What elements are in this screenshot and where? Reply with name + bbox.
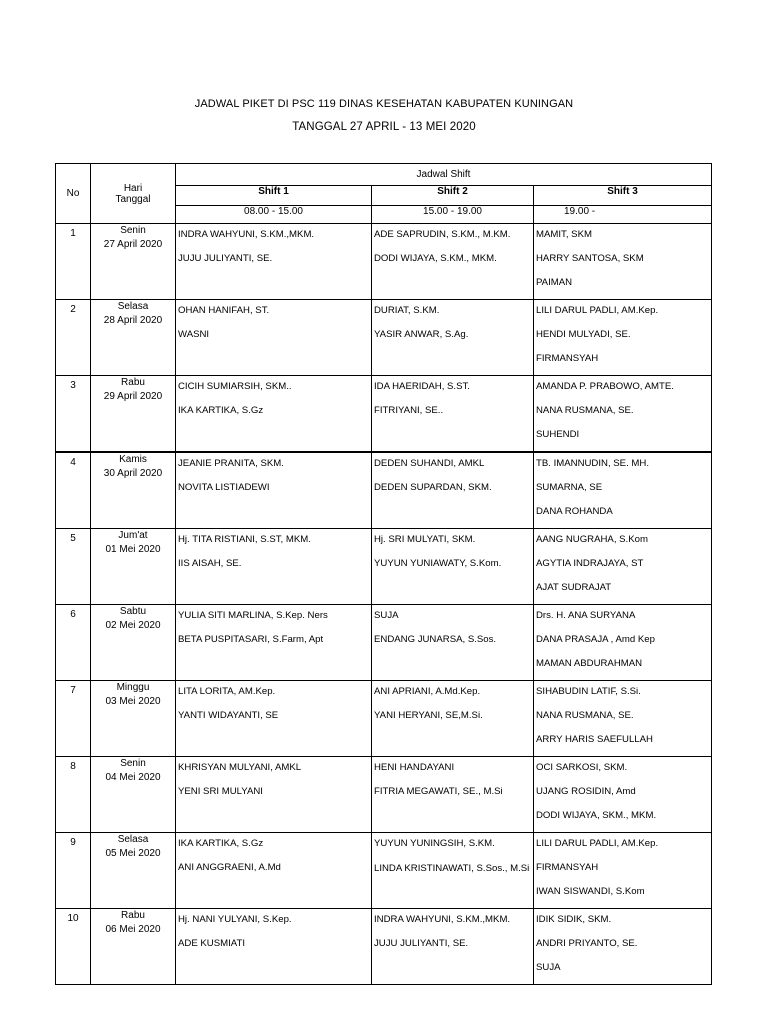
row-date: 30 April 2020 xyxy=(103,468,163,479)
schedule-table xyxy=(55,163,712,985)
staff-name: FIRMANSYAH xyxy=(536,353,599,364)
staff-name: OHAN HANIFAH, ST. xyxy=(178,305,270,316)
staff-name: Hj. NANI YULYANI, S.Kep. xyxy=(178,914,292,925)
row-day: Senin xyxy=(120,225,146,236)
shift-2-cell xyxy=(372,376,534,453)
staff-name: YUYUN YUNINGSIH, S.KM. xyxy=(374,838,495,849)
row-number: 8 xyxy=(56,757,91,833)
header-hari: Hari xyxy=(123,182,143,194)
shift-2-cell xyxy=(372,833,534,909)
table-row xyxy=(56,529,712,605)
row-day-date xyxy=(91,376,176,453)
shift-3-cell xyxy=(534,376,712,453)
staff-name: IKA KARTIKA, S.Gz xyxy=(178,838,264,849)
staff-name: AGYTIA INDRAJAYA, ST xyxy=(536,558,644,569)
row-day: Selasa xyxy=(117,834,149,845)
row-date: 03 Mei 2020 xyxy=(105,696,161,707)
shift-1-cell xyxy=(176,224,372,300)
shift-1-cell xyxy=(176,833,372,909)
row-number: 7 xyxy=(56,681,91,757)
staff-name: Drs. H. ANA SURYANA xyxy=(536,610,636,621)
row-date: 04 Mei 2020 xyxy=(105,772,161,783)
staff-name: AANG NUGRAHA, S.Kom xyxy=(536,534,648,545)
staff-name: SUJA xyxy=(536,962,561,973)
staff-name: NANA RUSMANA, SE. xyxy=(536,710,634,721)
shift-3-cell xyxy=(534,681,712,757)
staff-name: IIS AISAH, SE. xyxy=(178,558,242,569)
staff-name: MAMAN ABDURAHMAN xyxy=(536,658,643,669)
staff-name: ENDANG JUNARSA, S.Sos. xyxy=(374,634,497,645)
shift-3-cell xyxy=(534,833,712,909)
row-date: 01 Mei 2020 xyxy=(105,544,161,555)
staff-name: ADE KUSMIATI xyxy=(178,938,245,949)
shift-2-cell xyxy=(372,605,534,681)
table-row xyxy=(56,452,712,529)
staff-name: FITRIA MEGAWATI, SE., M.Si xyxy=(374,786,503,797)
staff-name: TB. IMANNUDIN, SE. MH. xyxy=(536,458,649,469)
staff-name: Hj. SRI MULYATI, SKM. xyxy=(374,534,476,545)
staff-name: IWAN SISWANDI, S.Kom xyxy=(536,886,645,897)
shift-3-cell xyxy=(534,757,712,833)
row-day: Kamis xyxy=(119,454,147,465)
staff-name: HENDI MULYADI, SE. xyxy=(536,329,631,340)
row-day-date xyxy=(91,757,176,833)
staff-name: KHRISYAN MULYANI, AMKL xyxy=(178,762,302,773)
shift-1-cell xyxy=(176,909,372,985)
row-date: 28 April 2020 xyxy=(103,315,163,326)
header-shift-1: Shift 1 xyxy=(176,186,372,206)
row-number: 4 xyxy=(56,452,91,529)
staff-name: LITA LORITA, AM.Kep. xyxy=(178,686,276,697)
row-day: Senin xyxy=(120,758,146,769)
table-row xyxy=(56,909,712,985)
row-number: 1 xyxy=(56,224,91,300)
staff-name: ANI APRIANI, A.Md.Kep. xyxy=(374,686,481,697)
shift-3-cell xyxy=(534,224,712,300)
staff-name: YASIR ANWAR, S.Ag. xyxy=(374,329,469,340)
row-day-date xyxy=(91,224,176,300)
staff-name: LILI DARUL PADLI, AM.Kep. xyxy=(536,838,659,849)
staff-name: IDA HAERIDAH, S.ST. xyxy=(374,381,470,392)
row-day: Minggu xyxy=(116,682,150,693)
row-day: Selasa xyxy=(117,301,149,312)
staff-name: MAMIT, SKM xyxy=(536,229,592,240)
shift-3-cell xyxy=(534,529,712,605)
row-day-date xyxy=(91,681,176,757)
staff-name: BETA PUSPITASARI, S.Farm, Apt xyxy=(178,634,324,645)
shift-3-time: 19.00 - xyxy=(534,206,712,224)
staff-name: AMANDA P. PRABOWO, AMTE. xyxy=(536,381,674,392)
staff-name: UJANG ROSIDIN, Amd xyxy=(536,786,636,797)
staff-name: HENI HANDAYANI xyxy=(374,762,455,773)
shift-1-cell xyxy=(176,376,372,453)
staff-name: DEDEN SUHANDI, AMKL xyxy=(374,458,485,469)
staff-name: INDRA WAHYUNI, S.KM.,MKM. xyxy=(178,229,315,240)
row-day-date xyxy=(91,300,176,376)
shift-1-time: 08.00 - 15.00 xyxy=(176,206,372,224)
shift-2-cell xyxy=(372,681,534,757)
table-row xyxy=(56,757,712,833)
staff-name: FIRMANSYAH xyxy=(536,862,599,873)
staff-name: YULIA SITI MARLINA, S.Kep. Ners xyxy=(178,610,328,621)
document-title: JADWAL PIKET DI PSC 119 DINAS KESEHATAN KABUPATEN KUNINGAN xyxy=(194,98,574,110)
row-date: 05 Mei 2020 xyxy=(105,848,161,859)
table-row xyxy=(56,605,712,681)
row-day-date xyxy=(91,833,176,909)
staff-name: NOVITA LISTIADEWI xyxy=(178,482,270,493)
staff-name: IKA KARTIKA, S.Gz xyxy=(178,405,264,416)
row-day-date xyxy=(91,909,176,985)
staff-name: JEANIE PRANITA, SKM. xyxy=(178,458,284,469)
staff-name: ARRY HARIS SAEFULLAH xyxy=(536,734,653,745)
staff-name: YANI HERYANI, SE,M.Si. xyxy=(374,710,483,721)
shift-1-cell xyxy=(176,681,372,757)
row-day: Rabu xyxy=(121,910,145,921)
table-row xyxy=(56,681,712,757)
shift-2-cell xyxy=(372,452,534,529)
table-row xyxy=(56,224,712,300)
staff-name: FITRIYANI, SE.. xyxy=(374,405,444,416)
staff-name: DEDEN SUPARDAN, SKM. xyxy=(374,482,492,493)
staff-name: JUJU JULIYANTI, SE. xyxy=(178,253,273,264)
row-date: 27 April 2020 xyxy=(103,239,163,250)
staff-name: YUYUN YUNIAWATY, S.Kom. xyxy=(374,558,502,569)
staff-name: HARRY SANTOSA, SKM xyxy=(536,253,644,264)
document-subtitle: TANGGAL 27 APRIL - 13 MEI 2020 xyxy=(292,121,476,133)
staff-name: IDIK SIDIK, SKM. xyxy=(536,914,612,925)
staff-name: JUJU JULIYANTI, SE. xyxy=(374,938,469,949)
staff-name: DODI WIJAYA, S.KM., MKM. xyxy=(374,253,497,264)
row-date: 29 April 2020 xyxy=(103,391,163,402)
staff-name: LINDA KRISTINAWATI, S.Sos., M.Si xyxy=(374,863,530,874)
staff-name: INDRA WAHYUNI, S.KM.,MKM. xyxy=(374,914,511,925)
shift-2-cell xyxy=(372,224,534,300)
staff-name: SIHABUDIN LATIF, S.Si. xyxy=(536,686,641,697)
shift-3-cell xyxy=(534,300,712,376)
staff-name: ADE SAPRUDIN, S.KM., M.KM. xyxy=(374,229,511,240)
shift-3-cell xyxy=(534,452,712,529)
row-number: 3 xyxy=(56,376,91,453)
row-day: Rabu xyxy=(121,377,145,388)
row-date: 06 Mei 2020 xyxy=(105,924,161,935)
row-number: 5 xyxy=(56,529,91,605)
staff-name: OCI SARKOSI, SKM. xyxy=(536,762,628,773)
shift-2-cell xyxy=(372,300,534,376)
header-shift-2: Shift 2 xyxy=(372,186,534,206)
shift-1-cell xyxy=(176,757,372,833)
header-hari-tanggal xyxy=(91,164,176,224)
shift-1-cell xyxy=(176,605,372,681)
staff-name: ANDRI PRIYANTO, SE. xyxy=(536,938,638,949)
staff-name: YENI SRI MULYANI xyxy=(178,786,263,797)
row-number: 6 xyxy=(56,605,91,681)
shift-2-cell xyxy=(372,529,534,605)
row-date: 02 Mei 2020 xyxy=(105,620,161,631)
row-day-date xyxy=(91,529,176,605)
row-number: 9 xyxy=(56,833,91,909)
table-row xyxy=(56,833,712,909)
header-jadwal-shift: Jadwal Shift xyxy=(176,164,712,186)
staff-name: DANA ROHANDA xyxy=(536,506,613,517)
staff-name: SUMARNA, SE xyxy=(536,482,603,493)
staff-name: DANA PRASAJA , Amd Kep xyxy=(536,634,655,645)
shift-1-cell xyxy=(176,529,372,605)
row-day-date xyxy=(91,605,176,681)
staff-name: PAIMAN xyxy=(536,277,573,288)
staff-name: Hj. TITA RISTIANI, S.ST, MKM. xyxy=(178,534,311,545)
staff-name: SUJA xyxy=(374,610,399,621)
staff-name: YANTI WIDAYANTI, SE xyxy=(178,710,279,721)
shift-2-cell xyxy=(372,909,534,985)
staff-name: WASNI xyxy=(178,329,210,340)
header-no: No xyxy=(56,164,91,224)
table-row xyxy=(56,376,712,453)
shift-2-time: 15.00 - 19.00 xyxy=(372,206,534,224)
staff-name: CICIH SUMIARSIH, SKM.. xyxy=(178,381,292,392)
staff-name: ANI ANGGRAENI, A.Md xyxy=(178,862,281,873)
row-day: Jum'at xyxy=(118,530,148,541)
table-row xyxy=(56,300,712,376)
row-number: 2 xyxy=(56,300,91,376)
row-day-date xyxy=(91,452,176,529)
header-tanggal: Tanggal xyxy=(115,193,151,205)
header-shift-3: Shift 3 xyxy=(534,186,712,206)
shift-1-cell xyxy=(176,300,372,376)
staff-name: DURIAT, S.KM. xyxy=(374,305,440,316)
shift-3-cell xyxy=(534,909,712,985)
shift-2-cell xyxy=(372,757,534,833)
staff-name: SUHENDI xyxy=(536,429,580,440)
staff-name: LILI DARUL PADLI, AM.Kep. xyxy=(536,305,659,316)
shift-1-cell xyxy=(176,452,372,529)
row-number: 10 xyxy=(56,909,91,985)
staff-name: NANA RUSMANA, SE. xyxy=(536,405,634,416)
shift-3-cell xyxy=(534,605,712,681)
staff-name: AJAT SUDRAJAT xyxy=(536,582,612,593)
row-day: Sabtu xyxy=(119,606,147,617)
staff-name: DODI WIJAYA, SKM., MKM. xyxy=(536,810,657,821)
